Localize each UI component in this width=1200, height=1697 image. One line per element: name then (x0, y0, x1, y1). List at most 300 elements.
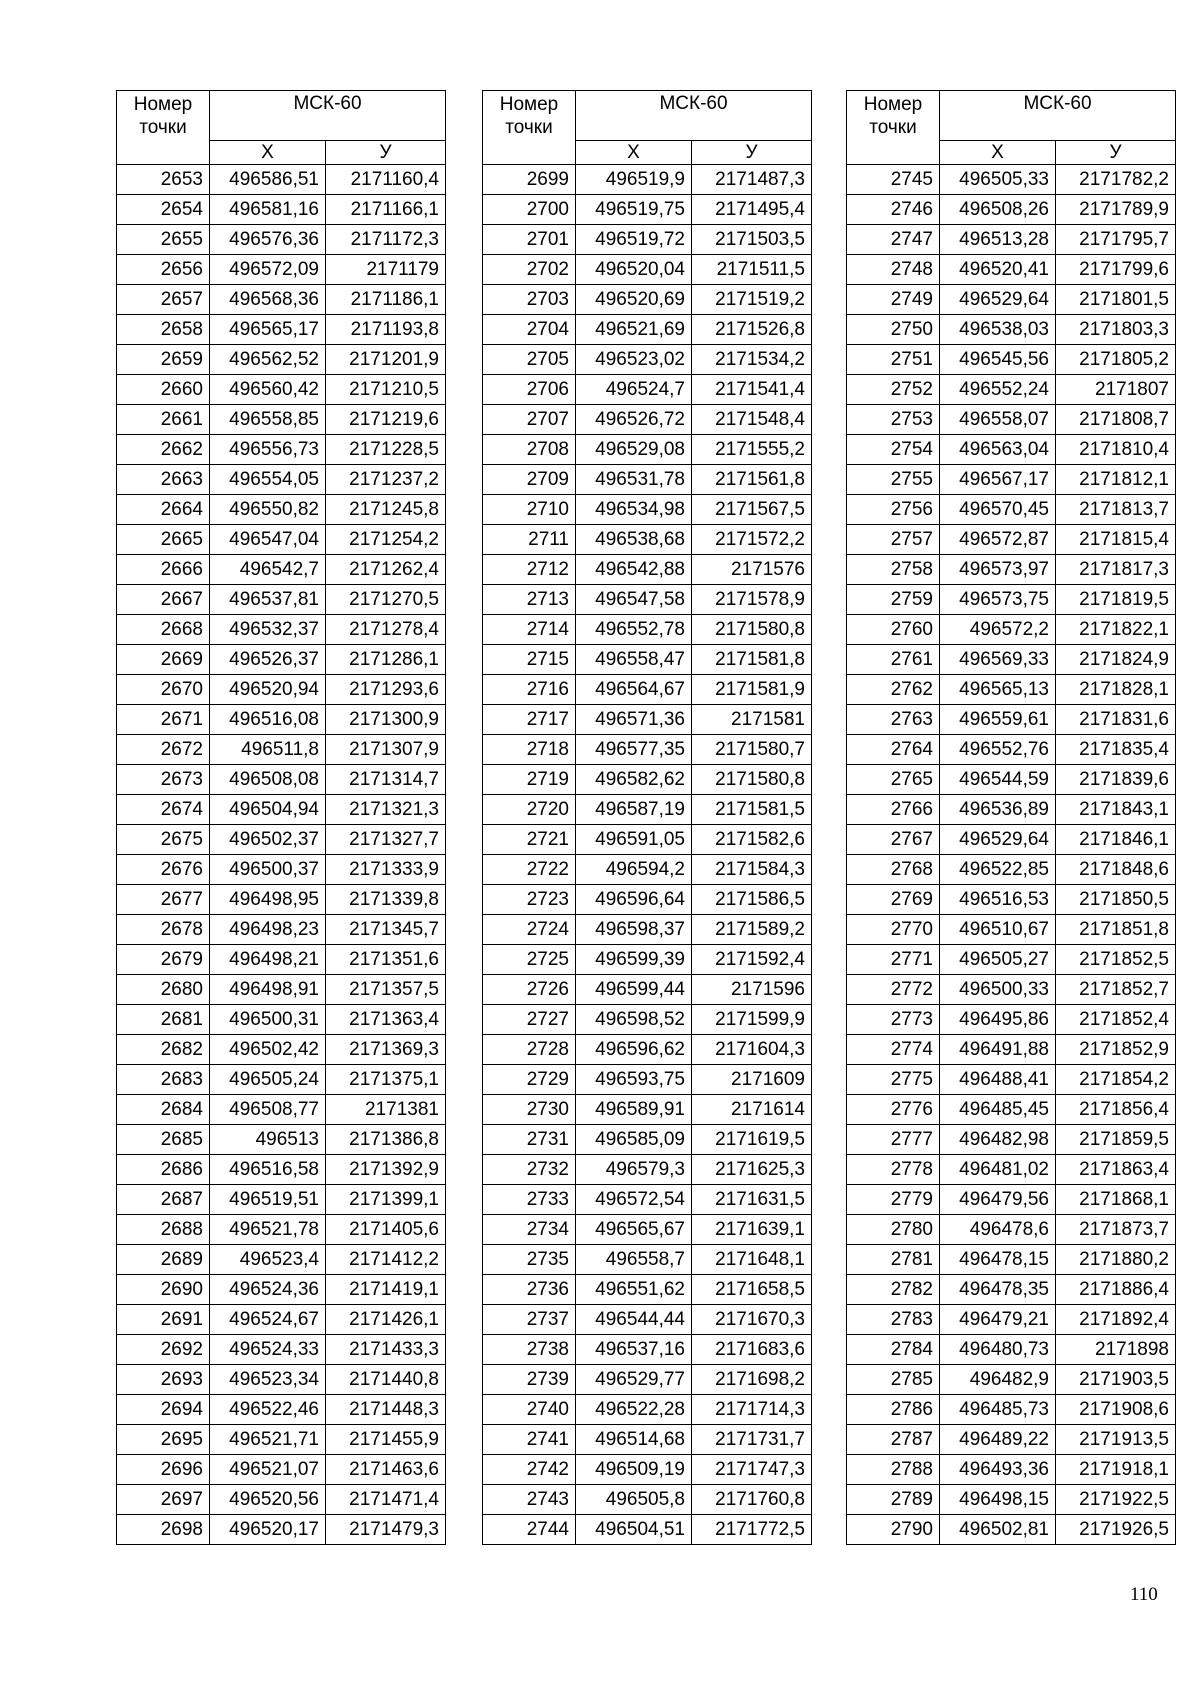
x-coordinate-cell: 496552,76 (940, 735, 1056, 765)
point-number-cell: 2782 (847, 1275, 940, 1305)
y-coordinate-cell: 2171639,1 (692, 1215, 812, 1245)
y-coordinate-cell: 2171839,6 (1056, 765, 1176, 795)
x-coordinate-cell: 496537,16 (576, 1335, 692, 1365)
point-number-cell: 2663 (117, 465, 210, 495)
coordinate-table-2 (482, 90, 812, 1545)
point-number-cell: 2689 (117, 1245, 210, 1275)
x-coordinate-cell: 496482,98 (940, 1125, 1056, 1155)
table-row (847, 255, 1176, 285)
y-coordinate-cell: 2171581,5 (692, 795, 812, 825)
x-coordinate-cell: 496571,36 (576, 705, 692, 735)
y-coordinate-cell: 2171561,8 (692, 465, 812, 495)
point-number-cell: 2728 (483, 1035, 576, 1065)
y-coordinate-cell: 2171670,3 (692, 1305, 812, 1335)
y-coordinate-cell: 2171859,5 (1056, 1125, 1176, 1155)
table-row (483, 525, 812, 555)
point-number-cell: 2713 (483, 585, 576, 615)
x-coordinate-cell: 496500,33 (940, 975, 1056, 1005)
x-coordinate-cell: 496572,87 (940, 525, 1056, 555)
y-coordinate-cell: 2171592,4 (692, 945, 812, 975)
point-number-cell: 2788 (847, 1455, 940, 1485)
table-row (847, 1215, 1176, 1245)
table-row (483, 975, 812, 1005)
x-coordinate-cell: 496498,95 (210, 885, 326, 915)
y-coordinate-cell: 2171503,5 (692, 225, 812, 255)
x-coordinate-cell: 496585,09 (576, 1125, 692, 1155)
y-coordinate-cell: 2171609 (692, 1065, 812, 1095)
table-row (847, 1335, 1176, 1365)
point-number-cell: 2660 (117, 375, 210, 405)
y-coordinate-cell: 2171166,1 (326, 195, 446, 225)
y-coordinate-cell: 2171314,7 (326, 765, 446, 795)
x-coordinate-cell: 496542,7 (210, 555, 326, 585)
table-row (117, 705, 446, 735)
table-row (847, 585, 1176, 615)
table-row (483, 1155, 812, 1185)
table-row (847, 1155, 1176, 1185)
point-number-cell: 2695 (117, 1425, 210, 1455)
point-number-cell: 2786 (847, 1395, 940, 1425)
table-row (117, 495, 446, 525)
point-number-cell: 2677 (117, 885, 210, 915)
y-coordinate-cell: 2171852,7 (1056, 975, 1176, 1005)
point-number-cell: 2661 (117, 405, 210, 435)
y-coordinate-cell: 2171228,5 (326, 435, 446, 465)
y-coordinate-cell: 2171455,9 (326, 1425, 446, 1455)
x-coordinate-cell: 496478,6 (940, 1215, 1056, 1245)
y-coordinate-cell: 2171412,2 (326, 1245, 446, 1275)
x-coordinate-cell: 496516,08 (210, 705, 326, 735)
point-number-header: Номер точки (847, 91, 940, 165)
y-coordinate-cell: 2171534,2 (692, 345, 812, 375)
table-row (847, 1365, 1176, 1395)
table-row (847, 915, 1176, 945)
point-number-cell: 2735 (483, 1245, 576, 1275)
table-row (117, 555, 446, 585)
point-number-cell: 2748 (847, 255, 940, 285)
y-coordinate-cell: 2171237,2 (326, 465, 446, 495)
table-row (847, 1485, 1176, 1515)
point-number-cell: 2733 (483, 1185, 576, 1215)
table-row (847, 375, 1176, 405)
point-number-cell: 2730 (483, 1095, 576, 1125)
x-coordinate-cell: 496529,77 (576, 1365, 692, 1395)
table-row (847, 1185, 1176, 1215)
y-coordinate-cell: 2171698,2 (692, 1365, 812, 1395)
point-number-cell: 2672 (117, 735, 210, 765)
table-row (483, 915, 812, 945)
point-number-cell: 2674 (117, 795, 210, 825)
x-coordinate-cell: 496591,05 (576, 825, 692, 855)
y-coordinate-cell: 2171913,5 (1056, 1425, 1176, 1455)
point-number-header: Номер точки (483, 91, 576, 165)
y-coordinate-cell: 2171880,2 (1056, 1245, 1176, 1275)
y-coordinate-cell: 2171807 (1056, 375, 1176, 405)
table-row (117, 165, 446, 195)
point-number-cell: 2785 (847, 1365, 940, 1395)
y-coordinate-cell: 2171714,3 (692, 1395, 812, 1425)
coordinate-system-header: МСК-60 (576, 91, 812, 141)
point-number-cell: 2673 (117, 765, 210, 795)
y-coordinate-cell: 2171810,4 (1056, 435, 1176, 465)
table-row (117, 1095, 446, 1125)
x-coordinate-cell: 496509,19 (576, 1455, 692, 1485)
table-row (483, 705, 812, 735)
x-coordinate-cell: 496573,97 (940, 555, 1056, 585)
x-coordinate-cell: 496519,9 (576, 165, 692, 195)
x-coordinate-cell: 496576,36 (210, 225, 326, 255)
table-row (483, 195, 812, 225)
x-coordinate-cell: 496519,51 (210, 1185, 326, 1215)
x-coordinate-cell: 496558,07 (940, 405, 1056, 435)
x-coordinate-cell: 496545,56 (940, 345, 1056, 375)
table-row (847, 855, 1176, 885)
y-coordinate-cell: 2171219,6 (326, 405, 446, 435)
point-number-cell: 2749 (847, 285, 940, 315)
x-coordinate-cell: 496479,21 (940, 1305, 1056, 1335)
y-coordinate-cell: 2171614 (692, 1095, 812, 1125)
table-row (483, 1425, 812, 1455)
y-coordinate-cell: 2171760,8 (692, 1485, 812, 1515)
y-coordinate-cell: 2171782,2 (1056, 165, 1176, 195)
y-coordinate-cell: 2171835,4 (1056, 735, 1176, 765)
y-coordinate-cell: 2171903,5 (1056, 1365, 1176, 1395)
table-row (483, 1185, 812, 1215)
x-coordinate-cell: 496510,67 (940, 915, 1056, 945)
y-coordinate-cell: 2171172,3 (326, 225, 446, 255)
x-coordinate-cell: 496479,56 (940, 1185, 1056, 1215)
x-coordinate-cell: 496520,56 (210, 1485, 326, 1515)
table-row (117, 855, 446, 885)
x-coordinate-cell: 496526,72 (576, 405, 692, 435)
y-coordinate-cell: 2171405,6 (326, 1215, 446, 1245)
point-number-cell: 2771 (847, 945, 940, 975)
point-number-cell: 2708 (483, 435, 576, 465)
x-coordinate-cell: 496598,37 (576, 915, 692, 945)
y-coordinate-cell: 2171731,7 (692, 1425, 812, 1455)
table-row (483, 255, 812, 285)
table-row (117, 585, 446, 615)
x-coordinate-cell: 496567,17 (940, 465, 1056, 495)
x-coordinate-cell: 496599,44 (576, 975, 692, 1005)
point-number-cell: 2675 (117, 825, 210, 855)
coordinate-table-3 (846, 90, 1176, 1545)
x-coordinate-cell: 496519,72 (576, 225, 692, 255)
y-coordinate-cell: 2171898 (1056, 1335, 1176, 1365)
table-row (483, 1035, 812, 1065)
y-coordinate-cell: 2171262,4 (326, 555, 446, 585)
y-coordinate-cell: 2171245,8 (326, 495, 446, 525)
y-coordinate-cell: 2171201,9 (326, 345, 446, 375)
coordinate-system-header: МСК-60 (940, 91, 1176, 141)
point-number-cell: 2729 (483, 1065, 576, 1095)
table-row (483, 1275, 812, 1305)
y-coordinate-cell: 2171596 (692, 975, 812, 1005)
point-number-cell: 2684 (117, 1095, 210, 1125)
point-number-cell: 2714 (483, 615, 576, 645)
x-coordinate-cell: 496550,82 (210, 495, 326, 525)
table-row (117, 525, 446, 555)
x-coordinate-cell: 496495,86 (940, 1005, 1056, 1035)
x-coordinate-cell: 496478,35 (940, 1275, 1056, 1305)
table-row (117, 1395, 446, 1425)
y-coordinate-cell: 2171479,3 (326, 1515, 446, 1545)
y-coordinate-cell: 2171270,5 (326, 585, 446, 615)
y-coordinate-cell: 2171892,4 (1056, 1305, 1176, 1335)
x-coordinate-cell: 496551,62 (576, 1275, 692, 1305)
point-number-cell: 2693 (117, 1365, 210, 1395)
point-number-cell: 2746 (847, 195, 940, 225)
x-coordinate-cell: 496523,02 (576, 345, 692, 375)
point-number-cell: 2671 (117, 705, 210, 735)
y-coordinate-cell: 2171828,1 (1056, 675, 1176, 705)
x-coordinate-cell: 496529,64 (940, 285, 1056, 315)
x-coordinate-cell: 496569,33 (940, 645, 1056, 675)
y-coordinate-cell: 2171868,1 (1056, 1185, 1176, 1215)
point-number-cell: 2712 (483, 555, 576, 585)
point-number-cell: 2745 (847, 165, 940, 195)
point-number-cell: 2685 (117, 1125, 210, 1155)
table-row (483, 1095, 812, 1125)
table-row (117, 945, 446, 975)
y-coordinate-cell: 2171863,4 (1056, 1155, 1176, 1185)
y-coordinate-cell: 2171580,8 (692, 765, 812, 795)
x-coordinate-cell: 496537,81 (210, 585, 326, 615)
point-number-cell: 2721 (483, 825, 576, 855)
x-coordinate-cell: 496514,68 (576, 1425, 692, 1455)
table-row (117, 735, 446, 765)
y-coordinate-cell: 2171747,3 (692, 1455, 812, 1485)
x-coordinate-cell: 496596,62 (576, 1035, 692, 1065)
x-coordinate-cell: 496572,54 (576, 1185, 692, 1215)
point-number-cell: 2676 (117, 855, 210, 885)
point-number-cell: 2784 (847, 1335, 940, 1365)
point-number-cell: 2656 (117, 255, 210, 285)
x-coordinate-cell: 496529,64 (940, 825, 1056, 855)
point-number-cell: 2678 (117, 915, 210, 945)
y-coordinate-cell: 2171471,4 (326, 1485, 446, 1515)
point-number-cell: 2694 (117, 1395, 210, 1425)
table-row (117, 1245, 446, 1275)
x-coordinate-cell: 496502,42 (210, 1035, 326, 1065)
point-number-cell: 2787 (847, 1425, 940, 1455)
x-coordinate-cell: 496563,04 (940, 435, 1056, 465)
x-coordinate-cell: 496586,51 (210, 165, 326, 195)
table-row (117, 435, 446, 465)
x-coordinate-cell: 496519,75 (576, 195, 692, 225)
y-coordinate-cell: 2171795,7 (1056, 225, 1176, 255)
table-row (847, 1035, 1176, 1065)
point-number-cell: 2709 (483, 465, 576, 495)
y-coordinate-cell: 2171813,7 (1056, 495, 1176, 525)
table-row (847, 195, 1176, 225)
y-coordinate-cell: 2171186,1 (326, 285, 446, 315)
coordinate-system-header: МСК-60 (210, 91, 446, 141)
table-row (847, 645, 1176, 675)
table-row (483, 675, 812, 705)
table-row (483, 315, 812, 345)
table-row (483, 825, 812, 855)
table-row (483, 1485, 812, 1515)
point-number-cell: 2686 (117, 1155, 210, 1185)
y-coordinate-cell: 2171293,6 (326, 675, 446, 705)
x-coordinate-cell: 496593,75 (576, 1065, 692, 1095)
x-coordinate-cell: 496516,53 (940, 885, 1056, 915)
y-coordinate-cell: 2171351,6 (326, 945, 446, 975)
x-coordinate-cell: 496565,17 (210, 315, 326, 345)
point-number-cell: 2724 (483, 915, 576, 945)
y-coordinate-cell: 2171495,4 (692, 195, 812, 225)
x-coordinate-cell: 496562,52 (210, 345, 326, 375)
table-row (847, 1275, 1176, 1305)
x-coordinate-cell: 496488,41 (940, 1065, 1056, 1095)
point-number-cell: 2655 (117, 225, 210, 255)
x-coordinate-cell: 496493,36 (940, 1455, 1056, 1485)
table-row (483, 225, 812, 255)
x-coordinate-cell: 496554,05 (210, 465, 326, 495)
table-row (847, 1005, 1176, 1035)
point-number-cell: 2764 (847, 735, 940, 765)
point-number-cell: 2710 (483, 495, 576, 525)
point-number-cell: 2774 (847, 1035, 940, 1065)
x-coordinate-cell: 496500,31 (210, 1005, 326, 1035)
table-row (483, 1245, 812, 1275)
table-row (483, 285, 812, 315)
y-coordinate-cell: 2171426,1 (326, 1305, 446, 1335)
y-coordinate-cell: 2171817,3 (1056, 555, 1176, 585)
y-coordinate-cell: 2171658,5 (692, 1275, 812, 1305)
y-coordinate-cell: 2171345,7 (326, 915, 446, 945)
y-coordinate-cell: 2171278,4 (326, 615, 446, 645)
y-coordinate-cell: 2171572,2 (692, 525, 812, 555)
x-coordinate-cell: 496552,24 (940, 375, 1056, 405)
x-coordinate-cell: 496544,59 (940, 765, 1056, 795)
point-number-cell: 2664 (117, 495, 210, 525)
x-coordinate-cell: 496522,28 (576, 1395, 692, 1425)
x-coordinate-cell: 496572,09 (210, 255, 326, 285)
table-body (483, 165, 812, 1545)
y-coordinate-cell: 2171307,9 (326, 735, 446, 765)
table-row (483, 795, 812, 825)
x-coordinate-cell: 496522,85 (940, 855, 1056, 885)
table-row (117, 375, 446, 405)
point-number-cell: 2662 (117, 435, 210, 465)
point-number-cell: 2699 (483, 165, 576, 195)
point-number-cell: 2670 (117, 675, 210, 705)
x-coordinate-cell: 496538,03 (940, 315, 1056, 345)
table-row (483, 765, 812, 795)
table-row (483, 945, 812, 975)
point-number-cell: 2743 (483, 1485, 576, 1515)
y-coordinate-cell: 2171581,8 (692, 645, 812, 675)
table-row (483, 1065, 812, 1095)
x-coordinate-cell: 496594,2 (576, 855, 692, 885)
y-coordinate-cell: 2171772,5 (692, 1515, 812, 1545)
table-row (847, 285, 1176, 315)
point-number-cell: 2707 (483, 405, 576, 435)
table-row (117, 1185, 446, 1215)
point-number-cell: 2680 (117, 975, 210, 1005)
table-row (483, 735, 812, 765)
y-coordinate-cell: 2171386,8 (326, 1125, 446, 1155)
y-coordinate-cell: 2171327,7 (326, 825, 446, 855)
x-coordinate-cell: 496522,46 (210, 1395, 326, 1425)
table-row (117, 885, 446, 915)
y-coordinate-cell: 2171254,2 (326, 525, 446, 555)
table-row (847, 405, 1176, 435)
x-coordinate-cell: 496485,73 (940, 1395, 1056, 1425)
table-row (483, 1005, 812, 1035)
point-number-cell: 2738 (483, 1335, 576, 1365)
y-coordinate-cell: 2171805,2 (1056, 345, 1176, 375)
table-row (483, 1395, 812, 1425)
y-coordinate-cell: 2171808,7 (1056, 405, 1176, 435)
x-coordinate-cell: 496520,04 (576, 255, 692, 285)
table-row (117, 975, 446, 1005)
point-number-cell: 2702 (483, 255, 576, 285)
table-row (483, 345, 812, 375)
y-coordinate-cell: 2171369,3 (326, 1035, 446, 1065)
y-coordinate-cell: 2171819,5 (1056, 585, 1176, 615)
x-coordinate-cell: 496520,69 (576, 285, 692, 315)
point-number-cell: 2703 (483, 285, 576, 315)
y-coordinate-cell: 2171922,5 (1056, 1485, 1176, 1515)
point-number-cell: 2757 (847, 525, 940, 555)
table-row (847, 885, 1176, 915)
y-coordinate-cell: 2171392,9 (326, 1155, 446, 1185)
x-coordinate-cell: 496505,27 (940, 945, 1056, 975)
y-coordinate-cell: 2171886,4 (1056, 1275, 1176, 1305)
point-number-cell: 2777 (847, 1125, 940, 1155)
x-coordinate-cell: 496524,33 (210, 1335, 326, 1365)
point-number-cell: 2740 (483, 1395, 576, 1425)
point-number-cell: 2665 (117, 525, 210, 555)
x-coordinate-cell: 496565,13 (940, 675, 1056, 705)
table-row (847, 435, 1176, 465)
y-coordinate-cell: 2171812,1 (1056, 465, 1176, 495)
table-row (117, 465, 446, 495)
table-row (483, 1515, 812, 1545)
table-row (117, 825, 446, 855)
y-coordinate-cell: 2171851,8 (1056, 915, 1176, 945)
table-row (483, 165, 812, 195)
y-coordinate-cell: 2171831,6 (1056, 705, 1176, 735)
point-number-cell: 2742 (483, 1455, 576, 1485)
x-coordinate-cell: 496542,88 (576, 555, 692, 585)
y-coordinate-cell: 2171586,5 (692, 885, 812, 915)
point-number-cell: 2679 (117, 945, 210, 975)
table-row (117, 795, 446, 825)
x-coordinate-cell: 496520,17 (210, 1515, 326, 1545)
point-number-cell: 2770 (847, 915, 940, 945)
point-number-cell: 2779 (847, 1185, 940, 1215)
y-coordinate-cell: 2171581 (692, 705, 812, 735)
point-number-cell: 2700 (483, 195, 576, 225)
table-row (847, 345, 1176, 375)
y-coordinate-cell: 2171625,3 (692, 1155, 812, 1185)
point-number-cell: 2781 (847, 1245, 940, 1275)
y-coordinate-cell: 2171789,9 (1056, 195, 1176, 225)
table-row (117, 1305, 446, 1335)
point-number-cell: 2739 (483, 1365, 576, 1395)
x-coordinate-cell: 496498,15 (940, 1485, 1056, 1515)
point-number-cell: 2705 (483, 345, 576, 375)
table-row (847, 1515, 1176, 1545)
point-number-cell: 2696 (117, 1455, 210, 1485)
x-coordinate-cell: 496552,78 (576, 615, 692, 645)
point-number-cell: 2741 (483, 1425, 576, 1455)
point-number-cell: 2682 (117, 1035, 210, 1065)
